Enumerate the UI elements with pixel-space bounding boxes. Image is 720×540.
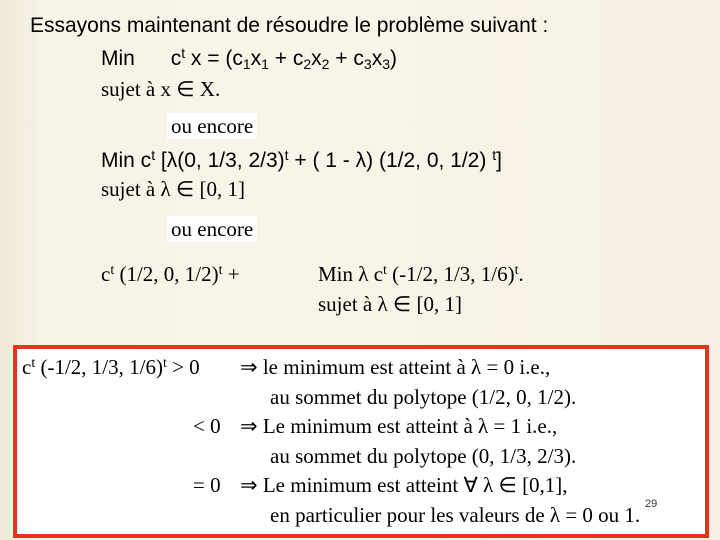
case-negative-line-2: au sommet du polytope (0, 1/3, 2/3). — [270, 444, 577, 468]
slide-title: Essayons maintenant de résoudre le problème suivant : — [30, 14, 549, 37]
objective-line-2: Min $c^t$ [λ(0, 1/3, 2/3)$^t$ + ( 1 - λ) (1/2, 0, 1/2) $^t$] — [101, 147, 502, 172]
min-keyword: Min — [101, 47, 135, 70]
case-positive-line-1: ⇒ le minimum est atteint à λ = 0 i.e., — [240, 355, 551, 379]
constraint-line-2: sujet à λ ∈ [0, 1] — [101, 177, 245, 201]
objective-line-1: Min $c^t$ $x = (c_1x_1 + c_2x_2 + c_3x_3)$ — [101, 45, 397, 72]
case-zero-condition: = 0 — [193, 473, 221, 497]
case-zero-line-1: ⇒ Le minimum est atteint ∀ λ ∈ [0,1], — [240, 473, 568, 497]
conclusion-lead: $c^t$ (-1/2, 1/3, 1/6)$^t$ > 0 — [22, 355, 200, 379]
page-number: 29 — [645, 498, 658, 510]
constant-term: $c^t$ (1/2, 0, 1/2)$^t$ + — [101, 262, 240, 286]
case-positive-line-2: au sommet du polytope (1/2, 0, 1/2). — [270, 385, 577, 409]
objective-line-3: Min λ $c^t$ (-1/2, 1/3, 1/6)$^t$. — [318, 262, 524, 286]
constraint-line-1: sujet à x ∈ X. — [101, 77, 221, 101]
or-label-2: ou encore — [167, 216, 257, 242]
or-label-1: ou encore — [167, 113, 257, 139]
case-negative-condition: < 0 — [193, 414, 221, 438]
case-zero-line-2: en particulier pour les valeurs de λ = 0 ou 1. — [270, 503, 641, 527]
case-negative-line-1: ⇒ Le minimum est atteint à λ = 1 i.e., — [240, 414, 558, 438]
constraint-line-3: sujet à λ ∈ [0, 1] — [318, 292, 462, 316]
